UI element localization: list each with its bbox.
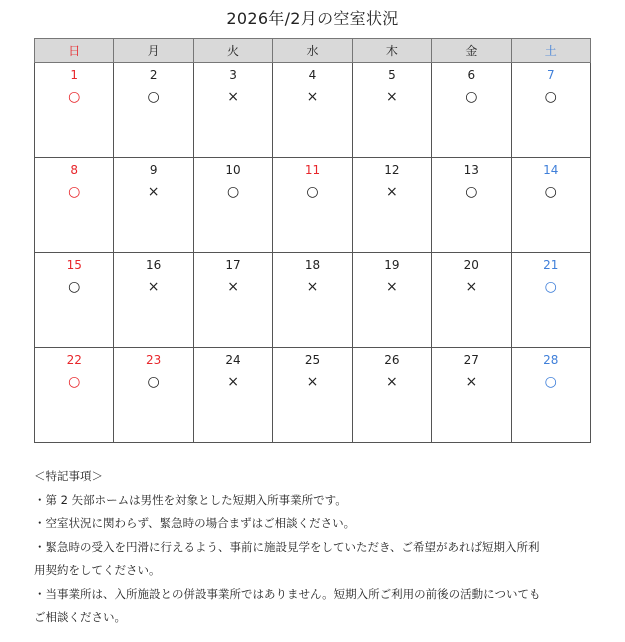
calendar-day-cell — [114, 63, 193, 158]
vacancy-full-mark: × — [306, 279, 319, 295]
calendar-day-cell — [352, 63, 431, 158]
day-number: 14 — [543, 163, 559, 177]
day-number: 21 — [543, 258, 559, 272]
day-number: 9 — [149, 163, 158, 177]
day-number: 13 — [463, 163, 479, 177]
calendar-day-cell — [352, 253, 431, 348]
vacancy-full-mark: × — [147, 279, 160, 295]
day-number: 1 — [70, 68, 79, 82]
vacancy-full-mark: × — [465, 374, 478, 390]
calendar-day-cell — [273, 63, 352, 158]
calendar-day-cell — [352, 348, 431, 443]
day-number: 24 — [225, 353, 241, 367]
weekday-header-row — [35, 39, 591, 63]
day-number: 3 — [229, 68, 237, 82]
day-number: 17 — [225, 258, 241, 272]
calendar-day-cell — [193, 348, 272, 443]
vacancy-available-mark: ○ — [68, 374, 81, 390]
weekday-header: 月 — [114, 39, 193, 63]
weekday-header: 火 — [193, 39, 272, 63]
vacancy-available-mark: ○ — [465, 89, 478, 105]
vacancy-full-mark: × — [227, 89, 239, 105]
day-number: 15 — [66, 258, 82, 272]
day-number: 19 — [384, 258, 400, 272]
day-number: 5 — [388, 68, 396, 82]
calendar-day-cell — [114, 253, 193, 348]
calendar-day-cell — [35, 253, 114, 348]
day-number: 20 — [463, 258, 479, 272]
vacancy-full-mark: × — [465, 279, 478, 295]
vacancy-available-mark: ○ — [465, 184, 478, 200]
calendar-week-row — [35, 348, 591, 443]
vacancy-available-mark: ○ — [544, 184, 557, 200]
day-number: 22 — [66, 353, 82, 367]
vacancy-available-mark: ○ — [306, 184, 319, 200]
vacancy-available-mark: ○ — [147, 89, 160, 105]
calendar-day-cell — [432, 253, 511, 348]
special-notes — [34, 465, 604, 630]
weekday-header: 水 — [273, 39, 352, 63]
weekday-header: 金 — [432, 39, 511, 63]
vacancy-available-mark: ○ — [68, 184, 81, 200]
calendar-day-cell — [35, 158, 114, 253]
day-number: 16 — [145, 258, 162, 272]
calendar-day-cell — [35, 63, 114, 158]
note-item: ・第 2 矢部ホームは男性を対象とした短期入所事業所です。 — [34, 492, 347, 507]
vacancy-full-mark: × — [306, 374, 319, 390]
vacancy-full-mark: × — [227, 279, 239, 295]
calendar-day-cell — [432, 348, 511, 443]
day-number: 12 — [384, 163, 400, 177]
vacancy-available-mark: ○ — [544, 279, 557, 295]
vacancy-full-mark: × — [147, 184, 160, 200]
vacancy-full-mark: × — [386, 279, 398, 295]
calendar-week-row — [35, 253, 591, 348]
vacancy-available-mark: ○ — [147, 374, 160, 390]
page-title: 2026年/2月の空室状況 — [226, 9, 399, 28]
note-item: ・当事業所は、入所施設との併設事業所ではありません。短期入所ご利用の前後の活動についても ご相談ください。 — [34, 586, 541, 624]
vacancy-full-mark: × — [386, 89, 398, 105]
calendar-day-cell — [511, 158, 590, 253]
day-number: 11 — [304, 163, 321, 177]
calendar-day-cell — [114, 158, 193, 253]
day-number: 10 — [225, 163, 241, 177]
note-item: ・空室状況に関わらず、緊急時の場合まずはご相談ください。 — [34, 516, 356, 530]
vacancy-full-mark: × — [386, 374, 398, 390]
vacancy-available-mark: ○ — [68, 279, 81, 295]
weekday-header: 土 — [511, 39, 590, 63]
day-number: 23 — [145, 353, 162, 367]
calendar-day-cell — [511, 348, 590, 443]
calendar-day-cell — [193, 158, 272, 253]
day-number: 27 — [463, 353, 479, 367]
weekday-header: 木 — [352, 39, 431, 63]
calendar-day-cell — [193, 253, 272, 348]
day-number: 7 — [546, 68, 555, 82]
calendar-day-cell — [511, 253, 590, 348]
calendar-day-cell — [35, 348, 114, 443]
availability-calendar — [34, 38, 591, 443]
calendar-day-cell — [432, 63, 511, 158]
calendar-day-cell — [114, 348, 193, 443]
calendar-day-cell — [273, 158, 352, 253]
calendar-week-row — [35, 158, 591, 253]
calendar-week-row — [35, 63, 591, 158]
vacancy-available-mark: ○ — [544, 89, 557, 105]
day-number: 4 — [308, 68, 317, 82]
day-number: 6 — [467, 68, 476, 82]
vacancy-available-mark: ○ — [68, 89, 81, 105]
calendar-day-cell — [352, 158, 431, 253]
calendar-day-cell — [511, 63, 590, 158]
vacancy-full-mark: × — [227, 374, 239, 390]
calendar-day-cell — [273, 253, 352, 348]
calendar-day-cell — [273, 348, 352, 443]
day-number: 8 — [70, 163, 79, 177]
day-number: 28 — [543, 353, 559, 367]
vacancy-full-mark: × — [306, 89, 319, 105]
vacancy-available-mark: ○ — [544, 374, 557, 390]
calendar-day-cell — [193, 63, 272, 158]
weekday-header: 日 — [35, 39, 114, 63]
day-number: 25 — [304, 353, 321, 367]
calendar-day-cell — [432, 158, 511, 253]
note-item: ・緊急時の受入を円滑に行えるよう、事前に施設見学をしていただき、ご希望があれば短期入所利 用契約をしてください。 — [34, 539, 540, 577]
notes-heading: ＜特記事項＞ — [34, 469, 103, 483]
vacancy-full-mark: × — [386, 184, 398, 200]
day-number: 26 — [384, 353, 400, 367]
day-number: 2 — [149, 68, 158, 82]
day-number: 18 — [304, 258, 321, 272]
vacancy-available-mark: ○ — [226, 184, 240, 200]
